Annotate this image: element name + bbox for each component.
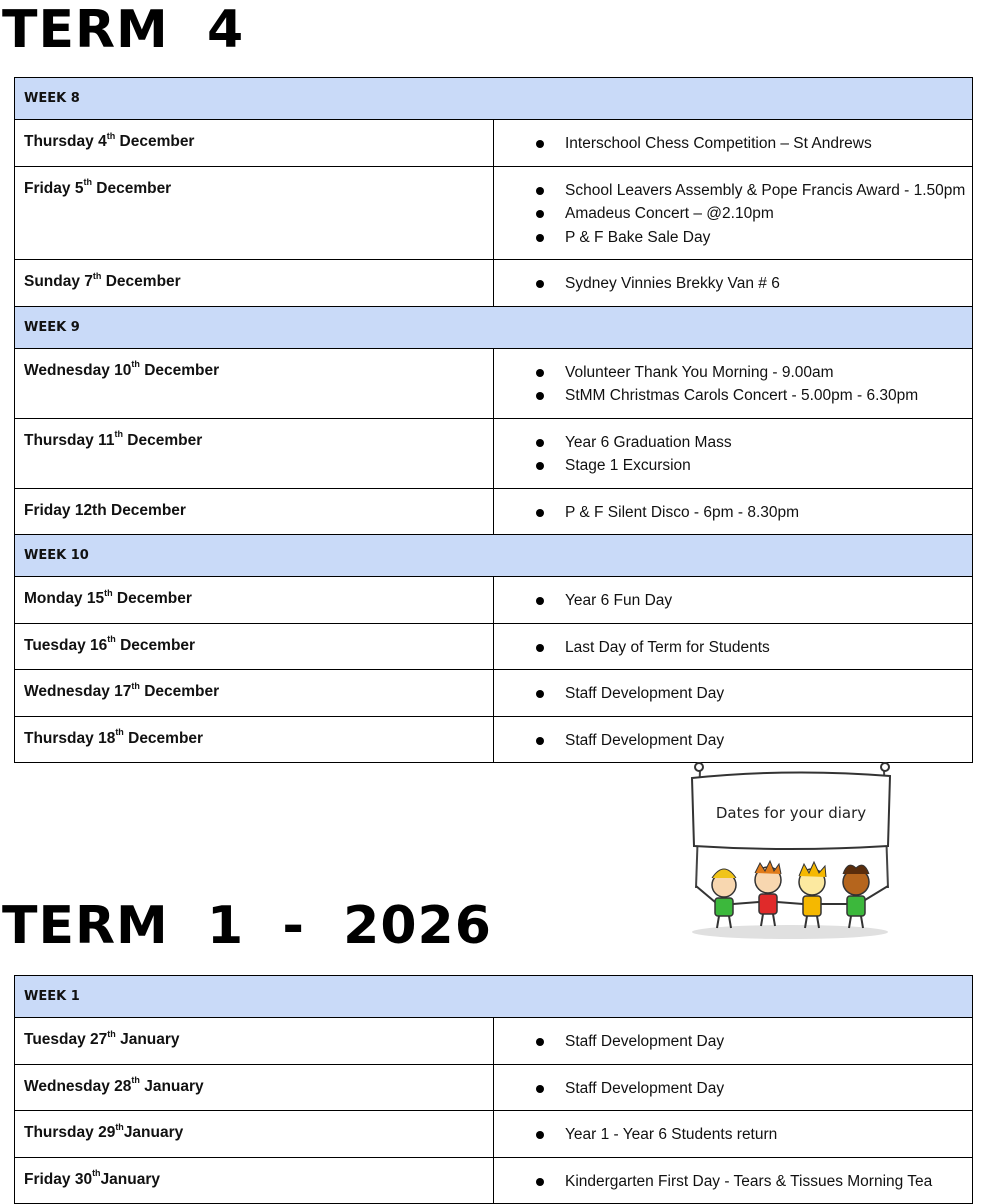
term1-title: TERM 1 - 2026 (2, 896, 492, 956)
event-date (24, 1158, 493, 1189)
date-month: December (139, 683, 220, 700)
bullet-icon (536, 644, 544, 652)
bullet-icon (536, 509, 544, 517)
event-row (15, 260, 973, 307)
bullet-icon (536, 392, 544, 400)
event-date-cell (15, 488, 494, 535)
event-text: Sydney Vinnies Brekky Van # 6 (565, 275, 780, 292)
event-list (494, 260, 972, 306)
event-text: Year 1 - Year 6 Students return (565, 1126, 778, 1143)
event-list-cell (494, 670, 973, 717)
date-ordinal-suffix: th (131, 680, 140, 691)
event-item (494, 454, 972, 478)
date-day: Thursday 29 (24, 1124, 116, 1141)
bullet-icon (536, 439, 544, 447)
event-text: P & F Silent Disco - 6pm - 8.30pm (565, 503, 800, 521)
event-item (494, 272, 972, 296)
event-list (494, 167, 972, 260)
event-list-cell (494, 623, 973, 670)
event-text: StMM Christmas Carols Concert - 5.00pm - 6.30pm (565, 387, 919, 404)
event-item (494, 226, 972, 250)
date-day: Sunday 7 (24, 273, 93, 290)
bullet-icon (536, 690, 544, 698)
event-list (494, 1065, 972, 1111)
bullet-icon (536, 1038, 544, 1046)
event-date (24, 489, 493, 520)
date-day: Friday 12th December (24, 501, 186, 519)
date-ordinal-suffix: th (92, 270, 102, 281)
week-label: WEEK 9 (15, 306, 973, 348)
date-day: Thursday 4 (24, 133, 107, 150)
banner-text: Dates for your diary (715, 804, 867, 822)
event-text: Volunteer Thank You Morning - 9.00am (565, 363, 834, 381)
event-list (494, 1111, 972, 1157)
event-item (494, 431, 972, 455)
event-date-cell (15, 166, 494, 260)
event-text: Stage 1 Excursion (565, 457, 691, 474)
date-ordinal-suffix: th (107, 1028, 116, 1039)
event-text: Staff Development Day (565, 731, 725, 749)
date-month: December (115, 133, 195, 150)
bullet-icon (536, 597, 544, 605)
date-day: Wednesday 17 (24, 683, 132, 700)
date-month: December (122, 431, 203, 449)
event-date-cell (15, 260, 494, 307)
event-date-cell (15, 623, 494, 670)
bullet-icon (536, 369, 544, 377)
event-list (494, 419, 972, 488)
date-month: December (139, 361, 220, 379)
event-date (24, 260, 493, 291)
term1-schedule-table (14, 975, 973, 1204)
event-text: Staff Development Day (565, 1033, 725, 1050)
bullet-icon (536, 280, 544, 288)
event-text: School Leavers Assembly & Pope Francis Award - 1.50pm (565, 181, 966, 199)
event-item (494, 589, 972, 613)
date-month: December (112, 590, 192, 607)
event-list-cell (494, 260, 973, 307)
event-row (15, 1111, 973, 1158)
dates-for-your-diary-clipart (688, 760, 894, 940)
date-ordinal-suffix: th (131, 1075, 140, 1086)
event-date (24, 624, 493, 655)
week-header-row (15, 976, 973, 1018)
bullet-icon (536, 210, 544, 218)
date-ordinal-suffix: th (115, 727, 124, 738)
date-day: Tuesday 27 (24, 1031, 108, 1048)
event-text: Last Day of Term for Students (565, 638, 770, 656)
event-item (494, 1030, 972, 1054)
date-month: January (123, 1124, 184, 1141)
bullet-icon (536, 1085, 544, 1093)
date-ordinal-suffix: th (131, 359, 140, 370)
event-item (494, 384, 972, 408)
event-list-cell (494, 120, 973, 167)
week-header-row (15, 535, 973, 577)
event-text: P & F Bake Sale Day (565, 228, 711, 246)
event-date (24, 1065, 493, 1096)
event-list (494, 120, 972, 166)
event-list (494, 624, 972, 670)
event-date (24, 717, 493, 748)
date-month: January (115, 1031, 180, 1048)
date-month: January (100, 1170, 161, 1188)
date-day: Tuesday 16 (24, 636, 108, 654)
event-date-cell (15, 670, 494, 717)
week-header-row (15, 78, 973, 120)
event-date-cell (15, 577, 494, 624)
event-text: Kindergarten First Day - Tears & Tissues Morning Tea (565, 1172, 933, 1190)
event-date-cell (15, 1111, 494, 1158)
event-item (494, 202, 972, 226)
event-list-cell (494, 348, 973, 418)
event-row (15, 716, 973, 763)
week-label: WEEK 8 (15, 78, 973, 120)
date-month: December (101, 273, 181, 290)
event-item (494, 361, 972, 385)
event-list-cell (494, 1157, 973, 1204)
event-item (494, 682, 972, 706)
week-header-row (15, 306, 973, 348)
event-item (494, 1123, 972, 1147)
bullet-icon (536, 187, 544, 195)
event-text: Amadeus Concert – @2.10pm (565, 205, 774, 222)
date-month: December (115, 636, 196, 654)
event-date (24, 670, 493, 701)
event-date-cell (15, 1064, 494, 1111)
date-day: Monday 15 (24, 590, 105, 607)
event-date-cell (15, 716, 494, 763)
event-list-cell (494, 1064, 973, 1111)
event-date (24, 349, 493, 380)
event-row (15, 1157, 973, 1204)
date-month: December (123, 729, 204, 747)
bullet-icon (536, 1178, 544, 1186)
event-list-cell (494, 488, 973, 535)
event-row (15, 623, 973, 670)
date-ordinal-suffix: th (92, 1168, 101, 1179)
event-item (494, 132, 972, 156)
term4-schedule-table (14, 77, 973, 763)
event-item (494, 1077, 972, 1101)
event-row (15, 670, 973, 717)
event-list (494, 489, 972, 535)
event-list-cell (494, 716, 973, 763)
event-date-cell (15, 1157, 494, 1204)
event-text: Year 6 Fun Day (565, 592, 673, 609)
event-list-cell (494, 577, 973, 624)
event-list (494, 1158, 972, 1204)
event-text: Interschool Chess Competition – St Andrews (565, 135, 872, 152)
event-row (15, 577, 973, 624)
event-text: Year 6 Graduation Mass (565, 433, 732, 451)
week-label: WEEK 10 (15, 535, 973, 577)
event-date (24, 577, 493, 608)
event-list (494, 577, 972, 623)
date-day: Wednesday 10 (24, 361, 132, 379)
date-ordinal-suffix: th (114, 429, 123, 440)
event-list (494, 670, 972, 716)
event-date (24, 120, 493, 151)
date-ordinal-suffix: th (107, 634, 116, 645)
bullet-icon (536, 1131, 544, 1139)
event-row (15, 1018, 973, 1065)
bullet-icon (536, 140, 544, 148)
event-text: Staff Development Day (565, 1079, 725, 1097)
event-row (15, 488, 973, 535)
event-date-cell (15, 120, 494, 167)
event-item (494, 636, 972, 660)
event-row (15, 418, 973, 488)
event-list-cell (494, 1018, 973, 1065)
bullet-icon (536, 737, 544, 745)
event-list-cell (494, 418, 973, 488)
term4-title: TERM 4 (2, 0, 245, 60)
event-item (494, 179, 972, 203)
date-day: Friday 5 (24, 179, 84, 197)
event-date (24, 419, 493, 450)
event-date (24, 167, 493, 198)
bullet-icon (536, 234, 544, 242)
event-date (24, 1111, 493, 1142)
event-date (24, 1018, 493, 1049)
date-month: December (91, 179, 172, 197)
event-row (15, 166, 973, 260)
event-date-cell (15, 1018, 494, 1065)
event-item (494, 1170, 972, 1194)
event-list (494, 717, 972, 763)
date-ordinal-suffix: th (83, 177, 92, 188)
date-day: Thursday 11 (24, 431, 115, 449)
event-row (15, 348, 973, 418)
date-day: Wednesday 28 (24, 1077, 132, 1095)
date-ordinal-suffix: th (104, 587, 113, 598)
date-day: Friday 30 (24, 1170, 93, 1188)
event-list (494, 349, 972, 418)
event-item (494, 729, 972, 753)
week-label: WEEK 1 (15, 976, 973, 1018)
event-date-cell (15, 418, 494, 488)
event-list-cell (494, 166, 973, 260)
date-day: Thursday 18 (24, 729, 116, 747)
event-row (15, 120, 973, 167)
date-month: January (139, 1077, 204, 1095)
event-date-cell (15, 348, 494, 418)
event-item (494, 501, 972, 525)
bullet-icon (536, 462, 544, 470)
event-row (15, 1064, 973, 1111)
date-ordinal-suffix: th (115, 1121, 124, 1132)
date-ordinal-suffix: th (106, 130, 116, 141)
event-text: Staff Development Day (565, 685, 725, 702)
event-list-cell (494, 1111, 973, 1158)
event-list (494, 1018, 972, 1064)
